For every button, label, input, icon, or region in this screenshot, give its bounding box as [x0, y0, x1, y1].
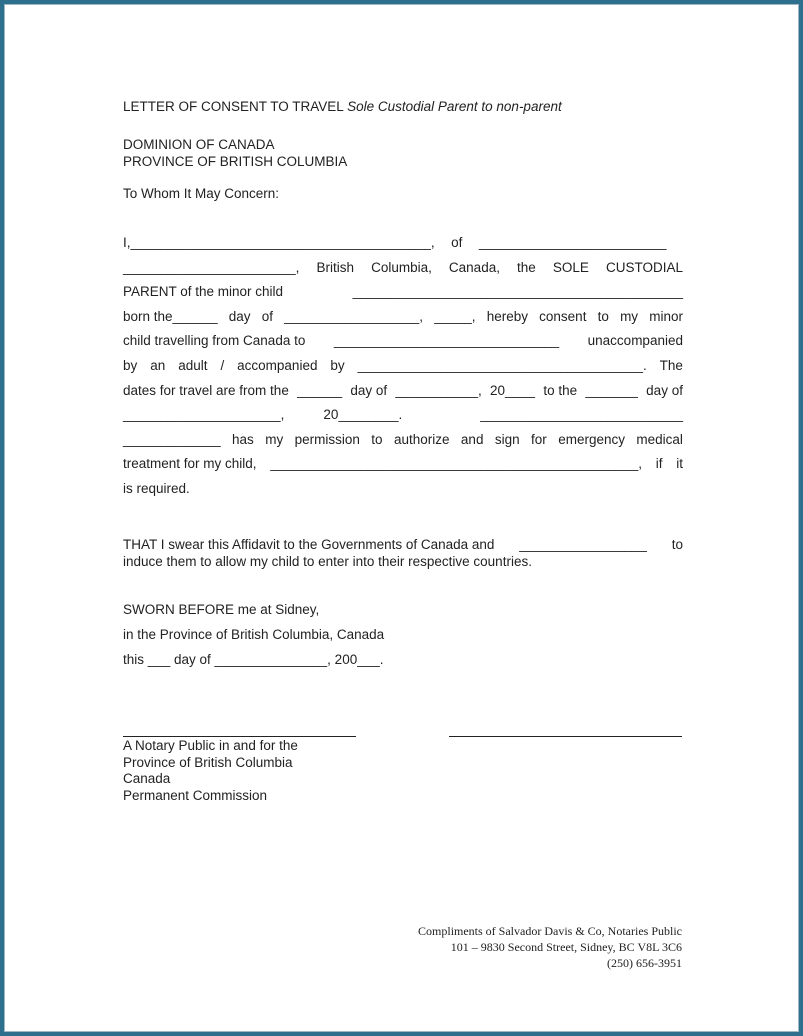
body-line-11 — [123, 477, 683, 502]
body-word: SOLE — [552, 259, 589, 275]
sworn-line-2: in the Province of British Columbia, Canada — [123, 626, 385, 642]
body-word: ___________________________ — [480, 407, 683, 423]
body-word: The — [659, 357, 683, 373]
body-word: minor — [649, 308, 683, 324]
body-word: Canada, — [448, 259, 500, 275]
body-line-5 — [123, 329, 683, 354]
parent-signature-line — [449, 736, 682, 737]
affidavit-word: to — [671, 537, 683, 552]
body-word: _____________________, — [123, 407, 285, 423]
body-word: my — [265, 431, 284, 447]
body-word: _______ — [585, 382, 638, 398]
body-line-3 — [123, 280, 683, 305]
body-word: day of — [646, 382, 683, 398]
body-line-2 — [123, 256, 683, 281]
document-title — [123, 99, 562, 114]
body-word: ______ — [297, 382, 343, 398]
body-word: __________________, — [284, 308, 424, 324]
body-line-1 — [123, 231, 683, 256]
footer-line-2: 101 – 9830 Second Street, Sidney, BC V8L 3C6 — [450, 940, 682, 954]
notary-block — [123, 738, 298, 804]
body-word: _________________________ — [478, 235, 667, 250]
body-word: and — [460, 431, 484, 447]
body-line-7 — [123, 379, 683, 404]
body-word: an — [150, 357, 166, 373]
body-line-9 — [123, 428, 683, 453]
body-word: of — [451, 235, 463, 250]
body-word: by — [330, 357, 345, 373]
body-word: ______________________________________. — [357, 357, 647, 373]
body-word: I,________________________________________, — [123, 235, 435, 250]
body-word: has — [232, 431, 254, 447]
body-word: dates for travel are from the — [123, 382, 289, 398]
body-word: if — [655, 456, 663, 472]
body-word: day — [228, 308, 251, 324]
body-word: treatment for my child, — [123, 456, 257, 472]
affidavit-paragraph — [123, 537, 683, 570]
notary-line-2: Province of British Columbia — [123, 754, 293, 770]
body-line-8 — [123, 403, 683, 428]
body-word: by — [123, 357, 138, 373]
body-word: authorize — [393, 431, 450, 447]
notary-line-4: Permanent Commission — [123, 787, 268, 803]
body-word: PARENT of the minor child — [123, 284, 284, 300]
body-word: unaccompanied — [587, 333, 683, 349]
body-word: hereby — [486, 308, 528, 324]
body-word: 20____ — [490, 382, 536, 398]
body-word: emergency — [558, 431, 625, 447]
body-word: medical — [636, 431, 683, 447]
title-main: LETTER OF CONSENT TO TRAVEL — [123, 99, 344, 114]
body-word: day of — [350, 382, 388, 398]
page-frame — [4, 4, 799, 1032]
body-word: 20________. — [323, 407, 403, 423]
sworn-line-3: this ___ day of _______________, 200___. — [123, 651, 384, 667]
affidavit-line-2: induce them to allow my child to enter into their respective countries. — [123, 553, 532, 569]
body-word: _______________________, — [123, 259, 300, 275]
notary-line-3: Canada — [123, 771, 171, 786]
notary-signature-line — [123, 736, 356, 737]
body-word: ____________________________________________ — [352, 284, 683, 300]
footer-line-3: (250) 656-3951 — [607, 956, 682, 970]
body-word: consent — [539, 308, 587, 324]
body-word: ______________________________ — [333, 333, 560, 349]
body-word: _____________ — [123, 431, 221, 447]
sworn-block — [123, 598, 384, 672]
body-line-4 — [123, 305, 683, 330]
salutation: To Whom It May Concern: — [123, 186, 280, 201]
body-word: to the — [543, 382, 578, 398]
body-word: for — [531, 431, 547, 447]
body-word: / — [220, 357, 225, 373]
affidavit-word: THAT I swear this Affidavit to the Governments of Canada and — [123, 537, 495, 552]
body-word: ___________, — [395, 382, 482, 398]
body-word: to — [371, 431, 383, 447]
affidavit-word: _________________ — [519, 537, 647, 552]
notary-line-1: A Notary Public in and for the — [123, 738, 298, 753]
body-line-6 — [123, 354, 683, 379]
footer-line-1: Compliments of Salvador Davis & Co, Notaries Public — [418, 924, 682, 938]
body-word: _________________________________________________, — [270, 456, 642, 472]
jurisdiction-dominion: DOMINION OF CANADA — [123, 137, 275, 152]
body-word: is required. — [123, 480, 190, 496]
affidavit-line-1 — [123, 537, 683, 554]
body-word: CUSTODIAL — [605, 259, 683, 275]
body-word: British — [316, 259, 355, 275]
footer-credits — [418, 923, 682, 971]
body-word: to — [597, 308, 609, 324]
body-word: of — [261, 308, 273, 324]
body-line-10 — [123, 452, 683, 477]
body-word: child travelling from Canada to — [123, 333, 306, 349]
jurisdiction-province: PROVINCE OF BRITISH COLUMBIA — [123, 154, 348, 169]
body-word: my — [620, 308, 639, 324]
body-word: Columbia, — [371, 259, 432, 275]
body-word: the — [517, 259, 536, 275]
body-word: adult — [178, 357, 208, 373]
body-word: it — [676, 456, 683, 472]
body-word: accompanied — [237, 357, 318, 373]
body-word: _____, — [434, 308, 476, 324]
title-subtitle: Sole Custodial Parent to non-parent — [347, 99, 562, 114]
body-word: sign — [494, 431, 520, 447]
body-word: permission — [294, 431, 360, 447]
body-word: born the______ — [123, 308, 218, 324]
document-page — [5, 5, 800, 1033]
consent-body — [123, 231, 683, 502]
sworn-line-1: SWORN BEFORE me at Sidney, — [123, 602, 320, 617]
